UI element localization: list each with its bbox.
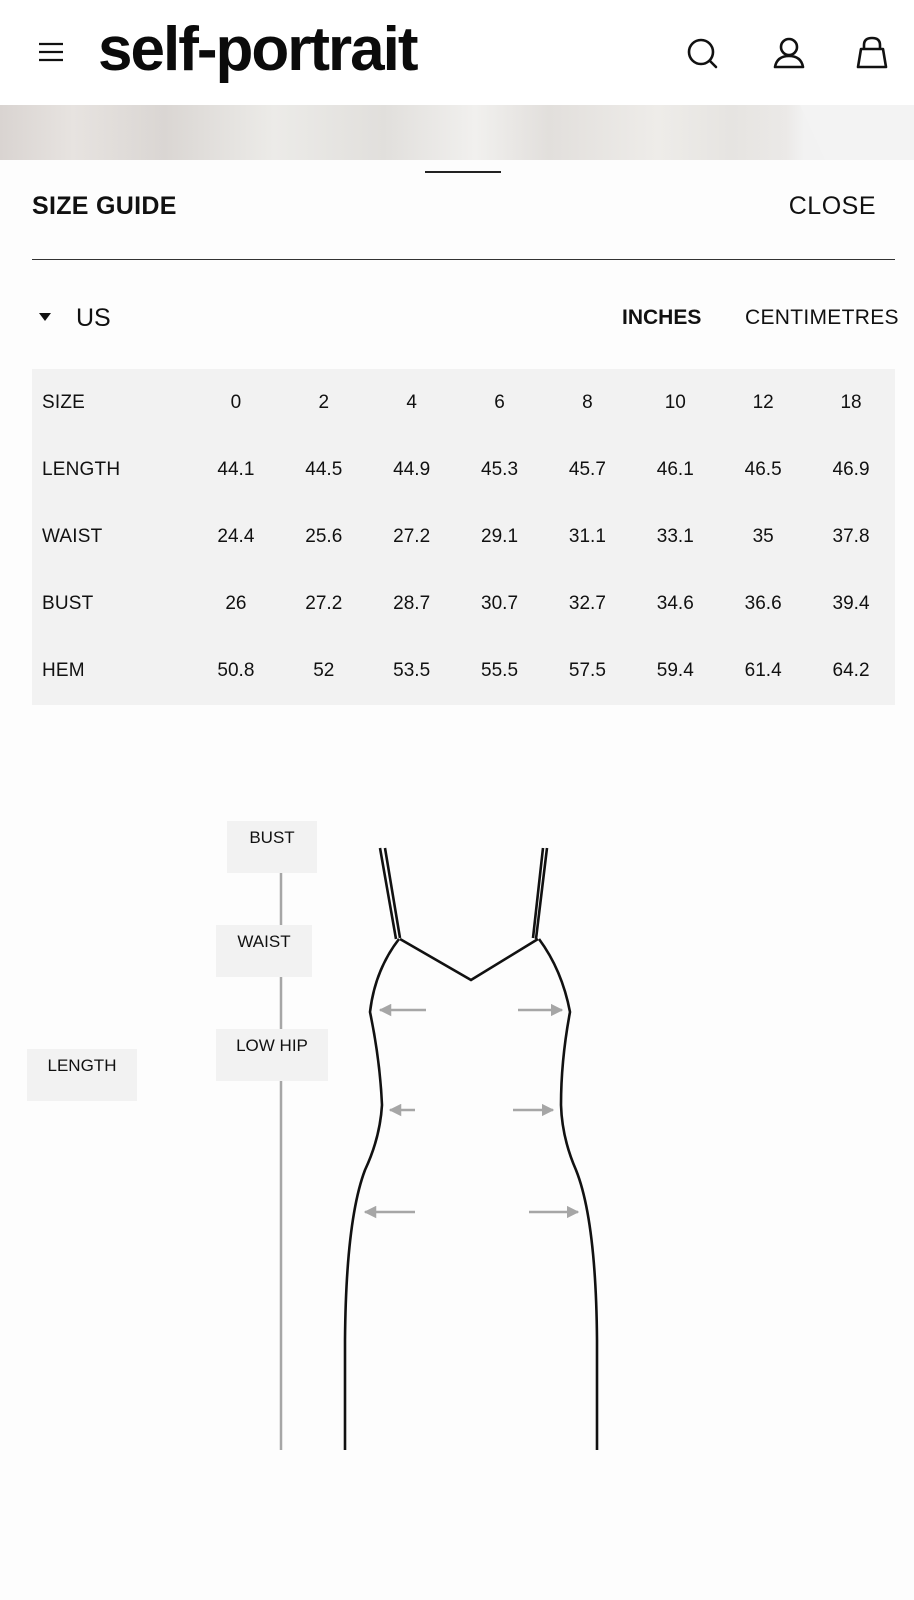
bust-label: BUST xyxy=(227,821,317,873)
table-cell: 34.6 xyxy=(656,593,694,615)
row-label: LENGTH xyxy=(42,458,121,480)
unit-toggle-centimetres[interactable]: CENTIMETRES xyxy=(745,306,899,329)
table-cell: 35 xyxy=(752,525,774,547)
length-label: LENGTH xyxy=(27,1049,137,1101)
table-cell: 52 xyxy=(313,660,335,682)
size-table xyxy=(32,369,895,705)
region-label: US xyxy=(76,304,111,332)
table-cell: 46.9 xyxy=(832,458,870,480)
table-row xyxy=(32,571,895,638)
table-cell: 29.1 xyxy=(481,525,519,547)
table-row xyxy=(32,503,895,570)
table-cell: 4 xyxy=(406,391,417,413)
table-cell: 45.3 xyxy=(481,458,519,480)
table-cell: 24.4 xyxy=(217,525,255,547)
waist-label: WAIST xyxy=(216,925,312,977)
table-cell: 32.7 xyxy=(568,593,606,615)
search-icon xyxy=(683,34,723,74)
table-cell: 45.7 xyxy=(568,458,606,480)
neckline xyxy=(400,939,538,980)
table-cell: 18 xyxy=(840,391,862,413)
table-cell: 44.1 xyxy=(217,458,255,480)
table-cell: 2 xyxy=(318,391,330,413)
table-cell: 28.7 xyxy=(393,593,431,615)
table-cell: 30.7 xyxy=(481,593,519,615)
bag-button[interactable] xyxy=(852,34,892,74)
table-cell: 44.9 xyxy=(393,458,431,480)
table-cell: 27.2 xyxy=(393,525,431,547)
unit-toggle-inches[interactable]: INCHES xyxy=(622,306,702,329)
row-label: WAIST xyxy=(42,525,103,547)
close-button[interactable]: CLOSE xyxy=(788,192,876,220)
account-icon xyxy=(769,34,809,74)
table-cell: 55.5 xyxy=(481,660,519,682)
region-dropdown[interactable] xyxy=(38,300,111,336)
table-cell: 61.4 xyxy=(744,660,782,682)
menu-icon xyxy=(36,38,66,66)
table-cell: 50.8 xyxy=(217,660,255,682)
table-row xyxy=(32,436,895,503)
site-header xyxy=(0,0,914,105)
table-cell: 37.8 xyxy=(832,525,870,547)
table-cell: 10 xyxy=(664,391,686,413)
dress-right-side xyxy=(539,939,597,1450)
table-cell: 31.1 xyxy=(568,525,606,547)
drag-handle[interactable] xyxy=(425,171,501,173)
table-cell: 46.1 xyxy=(656,458,694,480)
table-cell: 59.4 xyxy=(656,660,694,682)
table-cell: 33.1 xyxy=(656,525,694,547)
brand-logo[interactable]: self-portrait xyxy=(98,15,417,84)
account-button[interactable] xyxy=(769,34,809,74)
left-strap xyxy=(380,848,400,939)
table-cell: 57.5 xyxy=(568,660,606,682)
table-cell: 53.5 xyxy=(393,660,431,682)
table-cell: 36.6 xyxy=(744,593,782,615)
table-row xyxy=(32,369,895,436)
row-label: BUST xyxy=(42,593,94,615)
table-cell: 0 xyxy=(230,391,242,413)
table-cell: 44.5 xyxy=(305,458,343,480)
product-image-strip xyxy=(0,105,914,160)
table-cell: 46.5 xyxy=(744,458,782,480)
table-cell: 8 xyxy=(582,391,593,413)
caret-down-icon xyxy=(38,309,76,327)
size-guide-title: SIZE GUIDE xyxy=(32,192,177,220)
search-button[interactable] xyxy=(683,34,723,74)
right-strap xyxy=(533,848,547,939)
menu-button[interactable] xyxy=(36,38,66,66)
divider xyxy=(32,259,895,260)
dress-left-side xyxy=(345,939,399,1450)
bag-icon xyxy=(852,34,892,74)
table-cell: 25.6 xyxy=(305,525,343,547)
table-cell: 12 xyxy=(752,391,774,413)
table-cell: 6 xyxy=(494,391,505,413)
table-cell: 27.2 xyxy=(305,593,343,615)
table-cell: 39.4 xyxy=(832,593,870,615)
table-cell: 64.2 xyxy=(832,660,870,682)
row-label: HEM xyxy=(42,660,85,682)
low-hip-label: LOW HIP xyxy=(216,1029,328,1081)
row-label: SIZE xyxy=(42,391,86,413)
table-cell: 26 xyxy=(225,593,247,615)
